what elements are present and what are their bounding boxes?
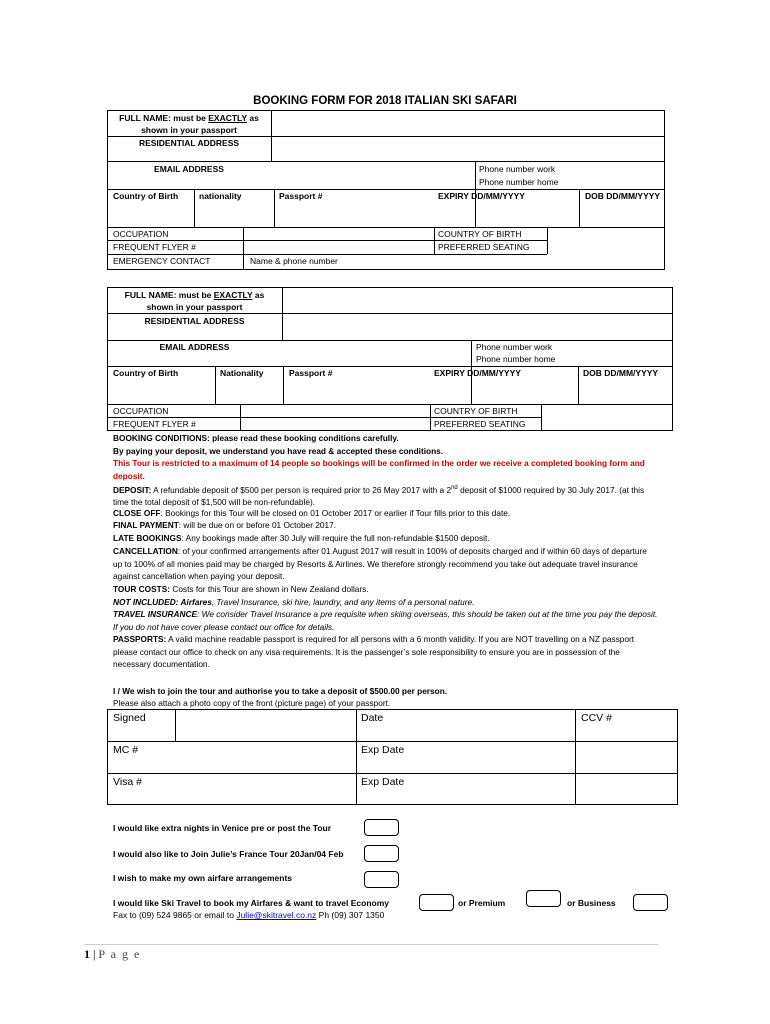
signed-label: Signed (113, 712, 146, 724)
nationality-label-2: Nationality (220, 368, 264, 378)
footer-divider (84, 944, 658, 945)
travel-insurance-paragraph: TRAVEL INSURANCE: We consider Travel Insurance a pre requisite when skiing overseas, this should be taken out at the time you pay the deposit. If you do not have cover please contact our office for details. (113, 609, 658, 632)
shown-passport-label: shown in your passport (141, 125, 237, 135)
country-of-birth-caps-label-2: COUNTRY OF BIRTH (434, 406, 518, 416)
economy-option-label: I would like Ski Travel to book my Airfares & want to travel Economy (113, 898, 390, 908)
business-option-label: or Business (567, 898, 616, 908)
phone-home-label-2: Phone number home (476, 354, 556, 364)
email-address-label-2: EMAIL ADDRESS (159, 342, 230, 352)
venice-checkbox[interactable] (364, 819, 399, 836)
expiry-label: EXPIRY DD/MM/YYYY (438, 191, 525, 201)
france-checkbox[interactable] (364, 845, 399, 862)
premium-checkbox[interactable] (526, 890, 561, 907)
passports-paragraph: PASSPORTS: A valid machine readable passport is required for all persons with a 6 month validity. If you are NOT travelling on a NZ passport please contact our office to check on any visa requirements. It is the passenger’s sole responsibility to ensure you are in possession of the necessary documentation. (113, 634, 635, 670)
shown-passport-label-2: shown in your passport (146, 302, 243, 312)
page-footer (84, 947, 141, 962)
frequent-flyer-label: FREQUENT FLYER # (113, 242, 196, 252)
not-included-paragraph: NOT INCLUDED: Airfares, Travel Insurance, ski hire, laundry, and any items of a personal nature. (113, 597, 475, 607)
restricted-notice: This Tour is restricted to a maximum of 14 people so bookings will be confirmed in the order we receive a completed booking form and deposit. (113, 458, 645, 481)
full-name-label: FULL NAME: must be EXACTLY as (119, 113, 259, 123)
visa-label: Visa # (113, 776, 142, 788)
passport-label-2: Passport # (289, 368, 333, 378)
own-airfare-label: I wish to make my own airfare arrangements (113, 873, 293, 883)
residential-address-label: RESIDENTIAL ADDRESS (138, 138, 240, 148)
phone-home-label: Phone number home (479, 177, 559, 187)
mc-label: MC # (113, 744, 139, 756)
dob-label-2: DOB DD/MM/YYYY (583, 368, 659, 378)
final-payment-paragraph: FINAL PAYMENT: will be due on or before 01 October 2017. (113, 520, 337, 530)
tour-costs-paragraph: TOUR COSTS: Costs for this Tour are shown in New Zealand dollars. (113, 584, 369, 594)
country-of-birth-label: Country of Birth (113, 191, 179, 201)
signature-field[interactable] (176, 710, 355, 740)
page-word: P a g e (98, 947, 141, 961)
own-airfare-checkbox[interactable] (364, 871, 399, 888)
late-bookings-paragraph: LATE BOOKINGS: Any bookings made after 30 July will require the full non-refundable $1500 deposit. (113, 533, 490, 543)
dob-label: DOB DD/MM/YYYY (585, 191, 661, 201)
occupation-label-2: OCCUPATION (113, 406, 169, 416)
attach-passport-text: Please also attach a photo copy of the front (picture page) of your passport. (113, 698, 391, 708)
date-label: Date (361, 712, 384, 724)
contact-line: Fax to (09) 524 9865 or email to Julie@skitravel.co.nz Ph (09) 307 1350 (113, 910, 385, 920)
occupation-label: OCCUPATION (113, 229, 169, 239)
name-phone-label: Name & phone number (250, 256, 338, 266)
footer-separator: | (90, 947, 99, 961)
authorise-text: I / We wish to join the tour and authorise you to take a deposit of $500.00 per person. (113, 686, 448, 696)
phone-work-label-2: Phone number work (476, 342, 553, 352)
residential-address-label-2: RESIDENTIAL ADDRESS (144, 316, 245, 326)
country-of-birth-caps-label: COUNTRY OF BIRTH (438, 229, 522, 239)
conditions-agree: By paying your deposit, we understand you have read & accepted these conditions. (113, 446, 444, 456)
exp-date-label-visa: Exp Date (361, 776, 405, 788)
conditions-heading: BOOKING CONDITIONS: please read these booking conditions carefully. (113, 433, 399, 443)
page-number: 1 (84, 947, 90, 961)
page-title: BOOKING FORM FOR 2018 ITALIAN SKI SAFARI (253, 95, 517, 107)
expiry-label-2: EXPIRY DD/MM/YYYY (434, 368, 521, 378)
ccv-label: CCV # (581, 712, 612, 724)
deposit-paragraph: DEPOSIT: A refundable deposit of $500 per person is required prior to 26 May 2017 with a 2nd deposit of $1000 required by 30 July 2017. (at this time the total deposit of $1,500 will be non-refundable). (113, 484, 645, 508)
business-checkbox[interactable] (633, 894, 668, 911)
country-of-birth-label-2: Country of Birth (113, 368, 179, 378)
email-link[interactable]: Julie@skitravel.co.nz (236, 910, 317, 920)
economy-checkbox[interactable] (419, 894, 454, 911)
france-option-label: I would also like to Join Julie’s France Tour 20Jan/04 Feb (113, 849, 344, 859)
preferred-seating-label: PREFERRED SEATING (438, 242, 530, 252)
passport-label: Passport # (279, 191, 323, 201)
venice-option-label: I would like extra nights in Venice pre or post the Tour (113, 823, 332, 833)
nationality-label: nationality (199, 191, 242, 201)
close-off-paragraph: CLOSE OFF: Bookings for this Tour will be closed on 01 October 2017 or earlier if Tour fills prior to this date. (113, 508, 511, 518)
emergency-contact-label: EMERGENCY CONTACT (113, 256, 211, 266)
frequent-flyer-label-2: FREQUENT FLYER # (113, 419, 196, 429)
full-name-label-2: FULL NAME: must be EXACTLY as (124, 290, 265, 300)
premium-option-label: or Premium (458, 898, 506, 908)
phone-work-label: Phone number work (479, 164, 556, 174)
email-address-label: EMAIL ADDRESS (154, 164, 224, 174)
preferred-seating-label-2: PREFERRED SEATING (434, 419, 526, 429)
exp-date-label-mc: Exp Date (361, 744, 405, 756)
cancellation-paragraph: CANCELLATION: of your confirmed arrangements after 01 August 2017 will result in 100% of deposits charged and if within 60 days of departure up to 100% of all monies paid may be charged by Resorts & Airlines. We therefore strongly recommend you take out adequate travel insurance against cancellation when paying your deposit. (113, 546, 647, 582)
